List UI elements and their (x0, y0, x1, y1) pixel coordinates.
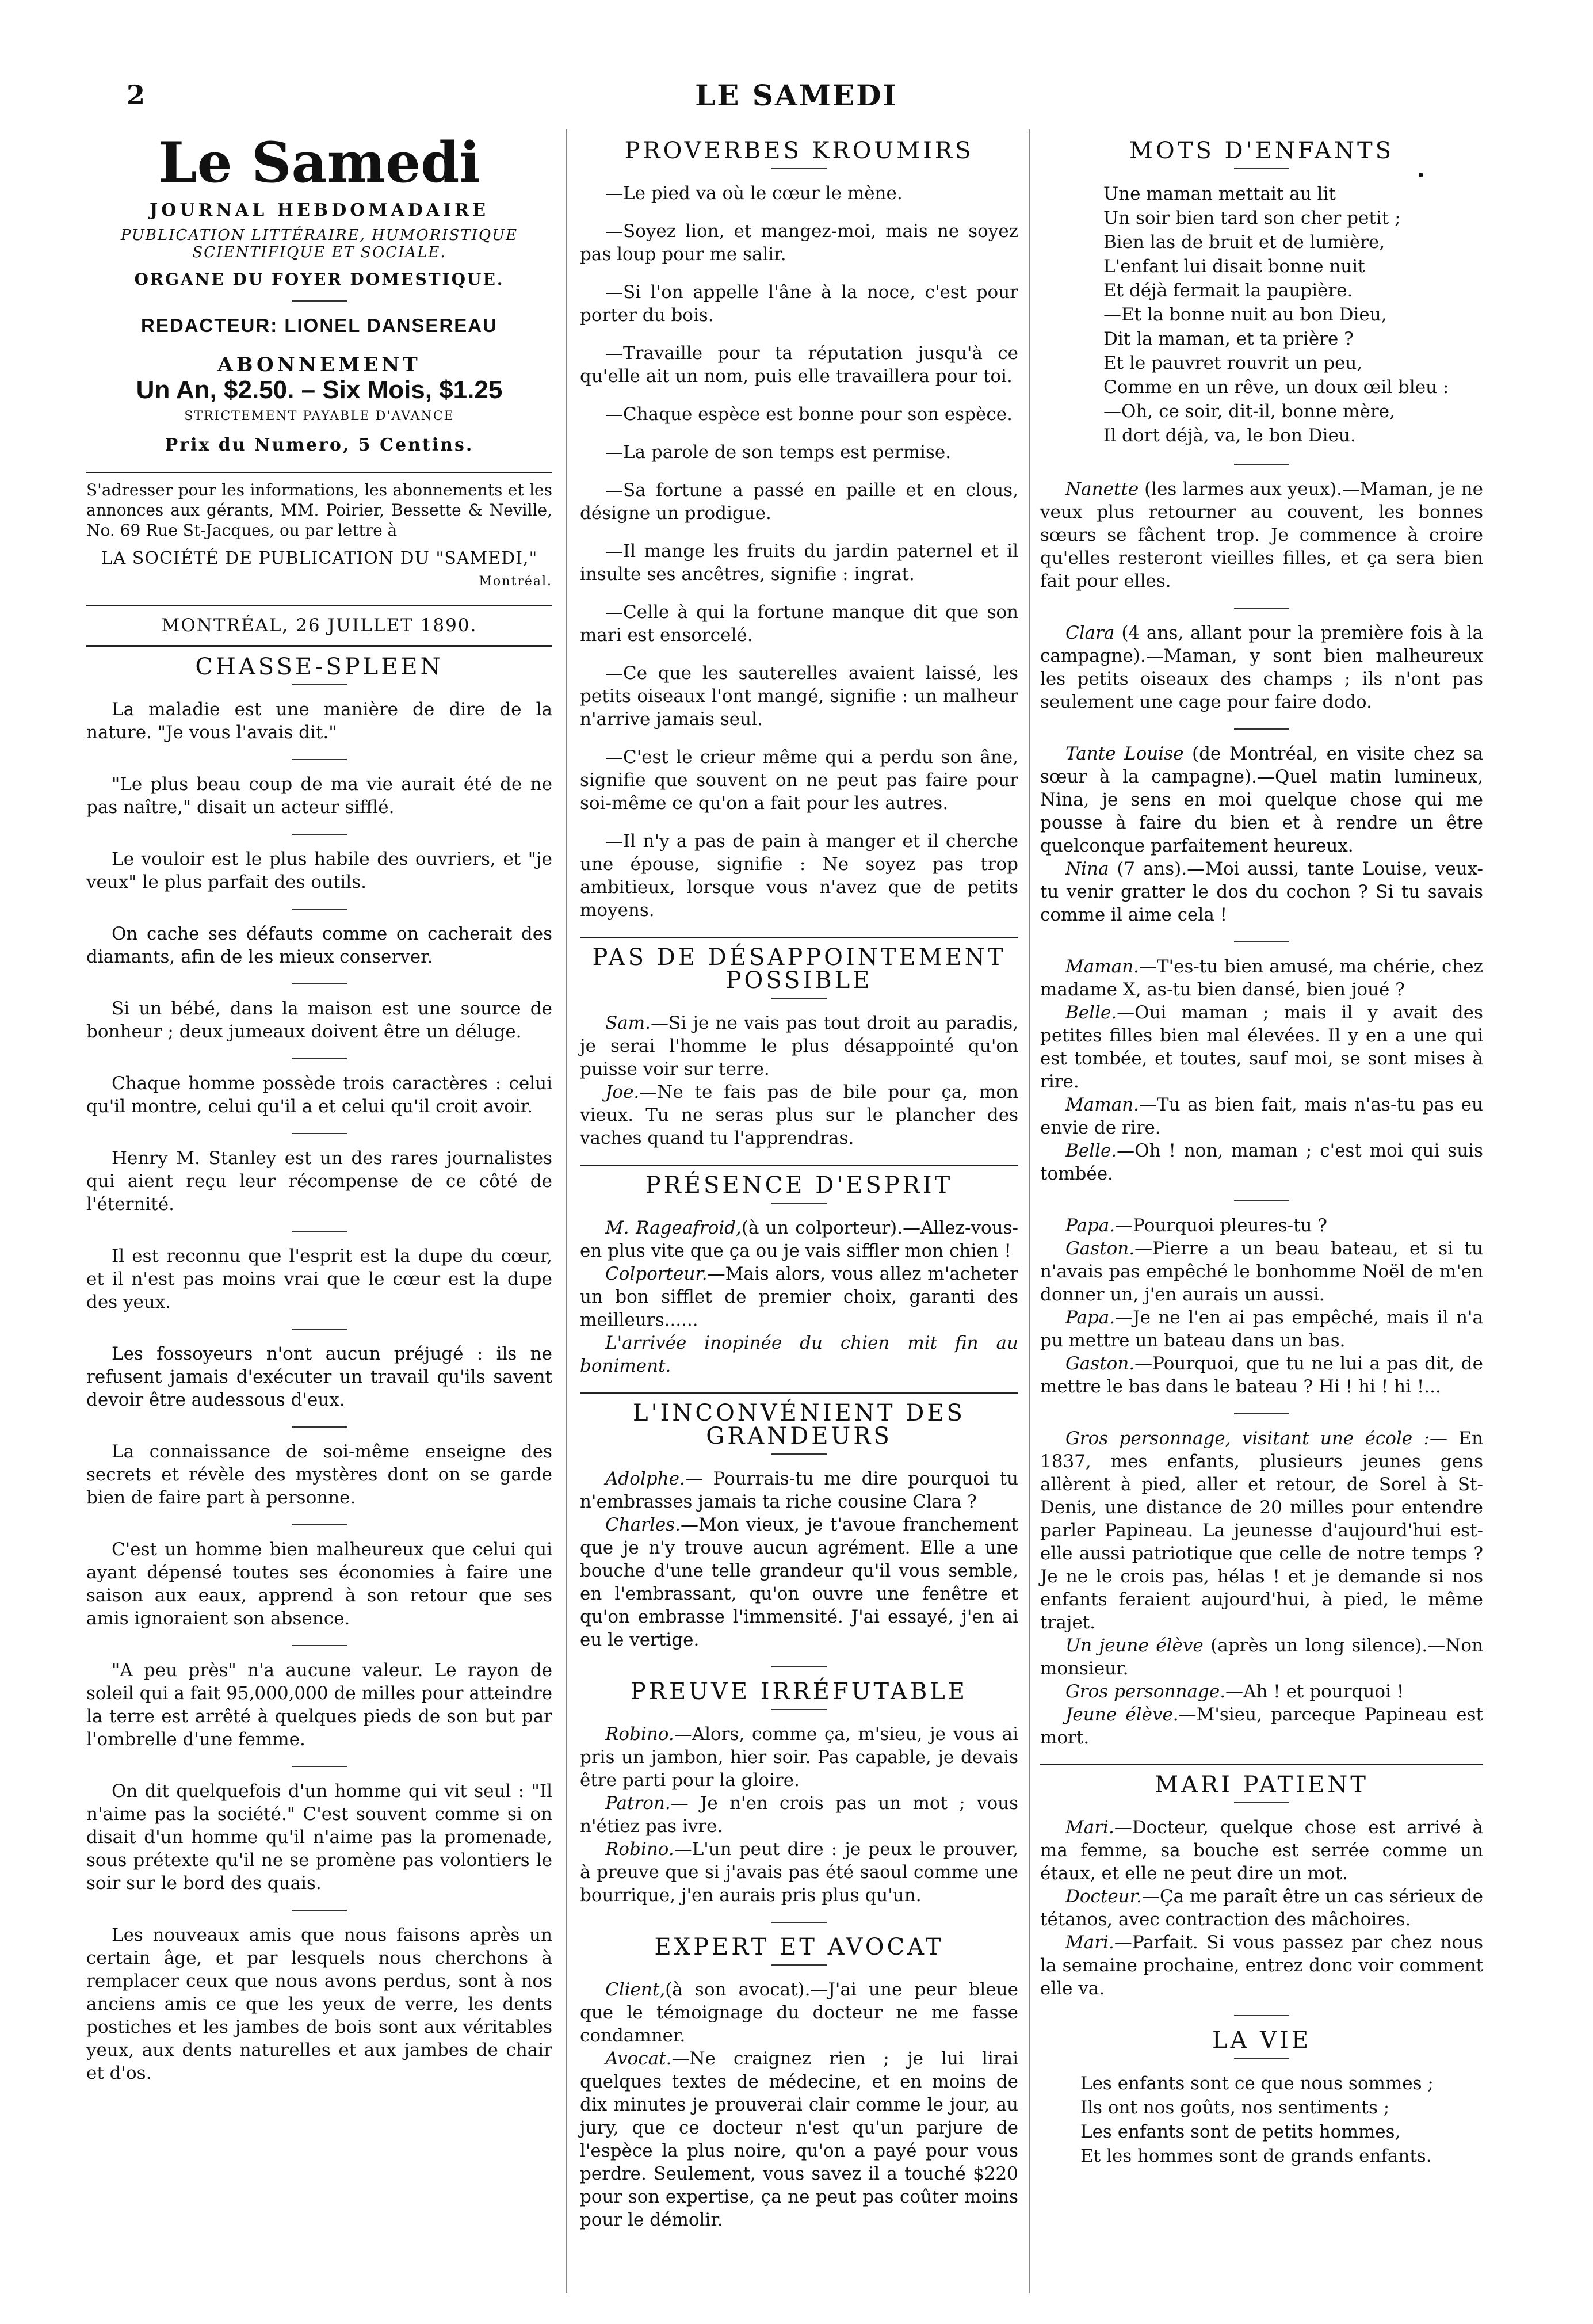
proverb: —Le pied va où le cœur le mène. (605, 183, 903, 204)
dialogue (580, 1978, 1018, 2231)
speaker: Mari. (1065, 1932, 1114, 1953)
line: —Oh ! non, maman ; c'est moi qui suis tombée. (1040, 1140, 1483, 1184)
section-title-inconvenient: L'INCONVÉNIENT DES GRANDEURS (633, 1400, 965, 1449)
line: — En 1837, mes enfants, plusieurs jeunes gens allèrent à pied, aller et retour, de Sorel à St-Denis, une distance de 20 milles pour entendre parler Papineau. La jeunesse d'aujourd'hui est-elle aussi patriotique que celle de notre temps ? Je ne le crois pas, hélas ! et je demande si nos enfants feraient aujourd'hui, à pied, le même trajet. (1040, 1428, 1483, 1633)
speaker: M. Rageafroid, (605, 1218, 742, 1238)
divider (771, 1709, 827, 1710)
dialogue (1040, 478, 1483, 593)
speaker: Tante Louise (1065, 743, 1184, 764)
line: —Pourquoi, que tu ne lui a pas dit, de mettre le bas dans le bateau ? Hi ! hi ! hi !... (1040, 1353, 1483, 1397)
divider (771, 1453, 827, 1455)
line: —Mais alors, vous allez m'acheter un bon sifflet de premier choix, garanti des meilleurs...... (580, 1264, 1018, 1330)
paragraph: Henry M. Stanley est un des rares journalistes qui aient reçu leur récompense de ce côté de l'éternité. (86, 1148, 552, 1215)
speaker: Colporteur. (605, 1264, 708, 1284)
divider (1234, 608, 1289, 609)
section-title-mots: MOTS D'ENFANTS (1129, 138, 1395, 164)
proverb: —Travaille pour ta réputation jusqu'à ce qu'elle ait un nom, puis elle travaillera pour toi. (580, 343, 1018, 387)
proverb: —Ce que les sauterelles avaient laissé, les petits oiseaux l'ont mangé, signifie : un malheur n'arrive jamais seul. (580, 663, 1018, 730)
divider (1234, 2058, 1289, 2059)
divider (292, 759, 347, 760)
line: —Ne craignez rien ; je lui lirai quelques textes de médecine, et en moins de dix minutes je prouverai clair comme le jour, au jury, que ce docteur n'est qu'un parjure de l'espèce la plus noire, qu'on a payé pour vous perdre. Seulement, vous savez il a touché $220 pour son expertise, ça ne peut pas coûter moins pour le démolir. (580, 2048, 1018, 2230)
poem (1040, 2071, 1483, 2168)
line: —Parfait. Si vous passez par chez nous la semaine prochaine, entrez donc voir comment elle va. (1040, 1932, 1483, 1999)
divider (292, 1910, 347, 1911)
divider (86, 472, 552, 473)
divider (1234, 1802, 1289, 1803)
divider (292, 1426, 347, 1428)
running-head: LE SAMEDI (695, 78, 898, 112)
line: —Mon vieux, je t'avoue franchement que je n'y trouve aucun agrément. Elle a une bouche d'une telle grandeur qu'il vous semble, en l'embrassant, qu'on ouvre une fenêtre et qu'on embrasse l'immensité. J'ai essayé, j'en ai eu le vertige. (580, 1514, 1018, 1650)
speaker: Gros personnage. (1065, 1681, 1226, 1702)
column-rule (1029, 129, 1030, 2293)
column-right (1040, 131, 1483, 2184)
section-title-preuve: PREUVE IRRÉFUTABLE (631, 1678, 968, 1705)
masthead-abonnement: ABONNEMENT (217, 353, 421, 376)
poem-line: Les enfants sont ce que nous sommes ; (1080, 2073, 1434, 2094)
speaker: Robino. (605, 1724, 674, 1745)
paragraph: Les nouveaux amis que nous faisons après un certain âge, et par lesquels nous cherchons à remplacer ceux que nous avons perdus, sont à nos anciens amis ce que les yeux de verre, les dents postiches et les jambes de bois sont aux véritables yeux, aux dents naturelles et aux jambes de chair et d'os. (86, 1925, 552, 2083)
line: —Ça me paraît être un cas sérieux de tétanos, avec contraction des mâchoires. (1040, 1886, 1483, 1930)
divider (292, 1645, 347, 1646)
line: —Je ne l'en ai pas empêché, mais il n'a pu mettre un bateau dans un bas. (1040, 1307, 1483, 1351)
divider (1234, 1200, 1289, 1201)
note: L'arrivée inopinée du chien mit fin au boniment. (580, 1333, 1018, 1376)
masthead-price: Un An, $2.50. – Six Mois, $1.25 (136, 376, 503, 404)
poem-line: Et déjà fermait la paupière. (1103, 280, 1353, 301)
poem-line: —Et la bonne nuit au bon Dieu, (1103, 304, 1387, 325)
dialogue (580, 1723, 1018, 1907)
speaker: Maman. (1065, 1094, 1139, 1115)
divider (86, 605, 552, 606)
divider (771, 1922, 827, 1923)
paragraph: "A peu près" n'a aucune valeur. Le rayon de soleil qui a fait 95,000,000 de milles pour atteindre la terre est arrêté à quelques pieds de son but par l'ombrelle d'une femme. (86, 1660, 552, 1750)
speaker: Papa. (1065, 1307, 1116, 1328)
paragraph: Il est reconnu que l'esprit est la dupe du cœur, et il n'est pas moins vrai que le cœur est la dupe des yeux. (86, 1246, 552, 1312)
speaker: Sam. (605, 1013, 651, 1033)
speaker: Nanette (1065, 479, 1139, 499)
line: (7 ans).—Moi aussi, tante Louise, veux-tu venir gratter le dos du cochon ? Si tu savais comme il aime cela ! (1040, 858, 1483, 925)
speaker: Nina (1065, 858, 1109, 879)
proverb: —Soyez lion, et mangez-moi, mais ne soyez pas loup pour me salir. (580, 221, 1018, 265)
speaker: Gros personnage, visitant une école : (1065, 1428, 1430, 1449)
column-rule (566, 129, 567, 2293)
divider (771, 1203, 827, 1204)
masthead-redacteur: REDACTEUR: LIONEL DANSEREAU (141, 315, 498, 336)
speaker: Adolphe. (605, 1468, 685, 1489)
poem (1040, 182, 1483, 448)
masthead-organe: ORGANE DU FOYER DOMESTIQUE. (134, 270, 505, 289)
line: —Oui maman ; mais il y avait des petites filles bien mal élevées. Il y en a une qui est tombée, et toutes, sauf moi, se sont mises à rire. (1040, 1002, 1483, 1092)
masthead-subtitle: JOURNAL HEBDOMADAIRE (150, 200, 489, 220)
line: —M'sieu, parceque Papineau est mort. (1040, 1704, 1483, 1748)
chasse-spleen-list (86, 698, 552, 2085)
dialogue (580, 1216, 1018, 1377)
proverb: —Il n'y a pas de pain à manger et il cherche une épouse, signifie : Ne soyez pas trop ambitieux, lorsque vous n'avez que de petits moyens. (580, 831, 1018, 921)
line: —Pourquoi pleures-tu ? (1115, 1215, 1327, 1236)
dialogue (1040, 1214, 1483, 1398)
divider (771, 1964, 827, 1966)
section-title-presence: PRÉSENCE D'ESPRIT (645, 1172, 953, 1199)
divider (292, 1231, 347, 1232)
divider (292, 983, 347, 984)
poem-line: Il dort déjà, va, le bon Dieu. (1103, 425, 1356, 446)
divider (771, 168, 827, 169)
dialogue (580, 1467, 1018, 1651)
speaker: Un jeune élève (1065, 1635, 1204, 1656)
line: (après un long silence).—Non monsieur. (1040, 1635, 1483, 1679)
section-title-vie: LA VIE (1212, 2027, 1312, 2054)
poem-line: Bien las de bruit et de lumière, (1103, 232, 1385, 253)
line: —Alors, comme ça, m'sieu, je vous ai pris un jambon, hier soir. Pas capable, je devais être parti pour la gloire. (580, 1724, 1018, 1791)
issue-date: MONTRÉAL, 26 JUILLET 1890. (161, 615, 477, 636)
divider (292, 1058, 347, 1059)
dialogue (1040, 621, 1483, 713)
divider (580, 1165, 1018, 1166)
page-number: 2 (127, 79, 146, 110)
speaker: Belle. (1065, 1002, 1117, 1023)
masthead-strictement: STRICTEMENT PAYABLE D'AVANCE (184, 409, 454, 423)
divider (1234, 168, 1289, 169)
line: (à son avocat).—J'ai une peur bleue que le témoignage du docteur ne me fasse condamner. (580, 1979, 1018, 2046)
line: —Tu as bien fait, mais n'as-tu pas eu envie de rire. (1040, 1094, 1483, 1138)
divider (771, 1666, 827, 1667)
poem-line: —Oh, ce soir, dit-il, bonne mère, (1103, 401, 1395, 422)
paragraph: La maladie est une manière de dire de la nature. "Je vous l'avais dit." (86, 699, 552, 743)
paragraph: "Le plus beau coup de ma vie aurait été de ne pas naître," disait un acteur sifflé. (86, 774, 552, 818)
line: —Ne te fais pas de bile pour ça, mon vieux. Tu ne seras plus sur le plancher des vaches quand tu l'apprendras. (580, 1082, 1018, 1148)
dialogue (1040, 955, 1483, 1185)
speaker: Jeune élève. (1065, 1704, 1179, 1725)
speaker: Belle. (1065, 1140, 1117, 1161)
dialogue (1040, 1427, 1483, 1749)
poem-line: Ils ont nos goûts, nos sentiments ; (1080, 2097, 1390, 2118)
dialogue (1040, 742, 1483, 926)
masthead-ville: Montréal. (479, 574, 552, 589)
line: — Pourrais-tu me dire pourquoi tu n'embrasses jamais ta riche cousine Clara ? (580, 1468, 1018, 1512)
divider (580, 937, 1018, 938)
poem-line: Un soir bien tard son cher petit ; (1103, 208, 1401, 228)
poem-line: Les enfants sont de petits hommes, (1080, 2121, 1401, 2142)
speaker: Patron. (605, 1793, 671, 1814)
masthead-address: S'adresser pour les informations, les abonnements et les annonces aux gérants, MM. Poirier, Bessette & Neville, No. 69 Rue St-Jacques, ou par lettre à (86, 480, 552, 540)
paragraph: On dit quelquefois d'un homme qui vit seul : "Il n'aime pas la société." C'est souvent comme si on disait d'un homme qu'il n'aime pas la promenade, sous prétexte qu'il ne se promène pas volontiers le soir sur le bord des quais. (86, 1781, 552, 1894)
paragraph: La connaissance de soi-même enseigne des secrets et révèle des mystères dont on se garde bien de faire part à personne. (86, 1441, 552, 1508)
poem-line: Comme en un rêve, un doux œil bleu : (1103, 377, 1449, 398)
speaker: Gaston. (1065, 1238, 1135, 1259)
divider (1234, 1413, 1289, 1414)
speaker: Mari. (1065, 1817, 1114, 1838)
paragraph: On cache ses défauts comme on cacherait des diamants, afin de les mieux conserver. (86, 924, 552, 967)
divider (292, 834, 347, 835)
divider (292, 909, 347, 910)
divider (86, 645, 552, 647)
proverb: —Celle à qui la fortune manque dit que son mari est ensorcelé. (580, 602, 1018, 646)
masthead-publication: PUBLICATION LITTÉRAIRE, HUMORISTIQUE SCIENTIFIQUE ET SOCIALE. (120, 227, 518, 261)
divider (1234, 941, 1289, 942)
divider (292, 1766, 347, 1767)
proverb: —Sa fortune a passé en paille et en clous, désigne un prodigue. (580, 480, 1018, 524)
line: —L'un peut dire : je peux le prouver, à preuve que si j'avais pas été saoul comme une bourrique, j'en aurais pris plus qu'un. (580, 1839, 1018, 1906)
line: —Si je ne vais pas tout droit au paradis, je serai l'homme le plus désappointé qu'on puisse voir sur terre. (580, 1013, 1018, 1079)
paragraph: Le vouloir est le plus habile des ouvriers, et "je veux" le plus parfait des outils. (86, 849, 552, 892)
speaker: Papa. (1065, 1215, 1116, 1236)
masthead-numero: Prix du Numero, 5 Centins. (165, 435, 474, 455)
paragraph: Si un bébé, dans la maison est une source de bonheur ; deux jumeaux doivent être un déluge. (86, 998, 552, 1042)
poem-line: Une maman mettait au lit (1103, 184, 1336, 204)
divider (292, 1524, 347, 1525)
paragraph: Chaque homme possède trois caractères : celui qu'il montre, celui qu'il a et celui qu'il croit avoir. (86, 1073, 552, 1117)
dialogue (1040, 1816, 1483, 2000)
speaker: Clara (1065, 623, 1115, 643)
column-left (86, 131, 552, 2100)
divider (1234, 728, 1289, 730)
proverb: —C'est le crieur même qui a perdu son âne, signifie que souvent on ne peut pas faire pour soi-même ce qu'on a fait pour les autres. (580, 747, 1018, 814)
speaker: Maman. (1065, 956, 1139, 977)
speaker: Client, (605, 1979, 666, 2000)
speaker: Avocat. (605, 2048, 672, 2069)
divider (580, 1392, 1018, 1394)
proverb: —Si l'on appelle l'âne à la noce, c'est pour porter du bois. (580, 282, 1018, 326)
line: — Je n'en crois pas un mot ; vous n'étiez pas ivre. (580, 1793, 1018, 1837)
proverbes-list (580, 182, 1018, 922)
speaker: Robino. (605, 1839, 674, 1860)
speaker: Charles. (605, 1514, 681, 1535)
section-title-desappointement: PAS DE DÉSAPPOINTEMENT POSSIBLE (592, 944, 1006, 994)
speaker: Docteur. (1065, 1886, 1142, 1907)
line: —Docteur, quelque chose est arrivé à ma femme, sa bouche est serrée comme un étaux, et elle ne peut dire un mot. (1040, 1817, 1483, 1884)
divider (1040, 1764, 1483, 1765)
divider (292, 1329, 347, 1330)
dialogue (580, 1012, 1018, 1150)
divider (1234, 464, 1289, 465)
proverb: —Il mange les fruits du jardin paternel et il insulte ses ancêtres, signifie : ingrat. (580, 541, 1018, 585)
divider (292, 684, 347, 685)
paragraph: C'est un homme bien malheureux que celui qui ayant dépensé toutes ses économies à faire une saison aux eaux, apprend à son retour que ses amis ignoraient son absence. (86, 1539, 552, 1629)
poem-line: L'enfant lui disait bonne nuit (1103, 256, 1365, 277)
poem-line: Et les hommes sont de grands enfants. (1080, 2146, 1432, 2166)
section-title-mari: MARI PATIENT (1155, 1772, 1369, 1798)
line: —T'es-tu bien amusé, ma chérie, chez madame X, as-tu bien dansé, bien joué ? (1040, 956, 1483, 1000)
speaker: Joe. (605, 1082, 640, 1102)
line: —Ah ! et pourquoi ! (1225, 1681, 1404, 1702)
line: (de Montréal, en visite chez sa sœur à la campagne).—Quel matin lumineux, Nina, je sens en moi quelque chose qui me pousse à faire du bien et à rendre un être quelconque parfaitement heureux. (1040, 743, 1483, 856)
proverb: —Chaque espèce est bonne pour son espèce. (605, 404, 1013, 425)
divider (771, 998, 827, 999)
line: —Pierre a un beau bateau, et si tu n'avais pas empêché le bonhomme Noël de m'en donner un, j'en aurais un aussi. (1040, 1238, 1483, 1305)
column-middle (580, 131, 1018, 2246)
divider (292, 300, 347, 302)
poem-line: Dit la maman, et ta prière ? (1103, 329, 1354, 349)
line: (les larmes aux yeux).—Maman, je ne veux plus retourner au couvent, les bonnes sœurs se fâchent trop. Je commence à croire qu'elles resteront vieilles filles, et ça sera bien fait pour elles. (1040, 479, 1483, 592)
masthead-societe: LA SOCIÉTÉ DE PUBLICATION DU "SAMEDI," (101, 548, 538, 568)
paragraph: Les fossoyeurs n'ont aucun préjugé : ils ne refusent jamais d'exécuter un travail qu'ils savent devoir être audessous d'eux. (86, 1344, 552, 1410)
masthead-title: Le Samedi (158, 130, 480, 195)
speaker: Gaston. (1065, 1353, 1135, 1374)
poem-line: Et le pauvret rouvrit un peu, (1103, 353, 1363, 373)
section-title-expert: EXPERT ET AVOCAT (654, 1934, 944, 1960)
proverb: —La parole de son temps est permise. (605, 442, 952, 463)
line: (à un colporteur).—Allez-vous-en plus vite que ça ou je vais siffler mon chien ! (580, 1218, 1018, 1261)
section-title-chasse-spleen: CHASSE-SPLEEN (195, 654, 444, 680)
line: (4 ans, allant pour la première fois à la campagne).—Maman, y sont bien malheureux les petits oiseaux des champs ; ils n'ont pas seulement une cage pour faire dodo. (1040, 623, 1483, 712)
section-title-proverbes: PROVERBES KROUMIRS (624, 138, 974, 164)
divider (1234, 2015, 1289, 2016)
divider (292, 1133, 347, 1134)
